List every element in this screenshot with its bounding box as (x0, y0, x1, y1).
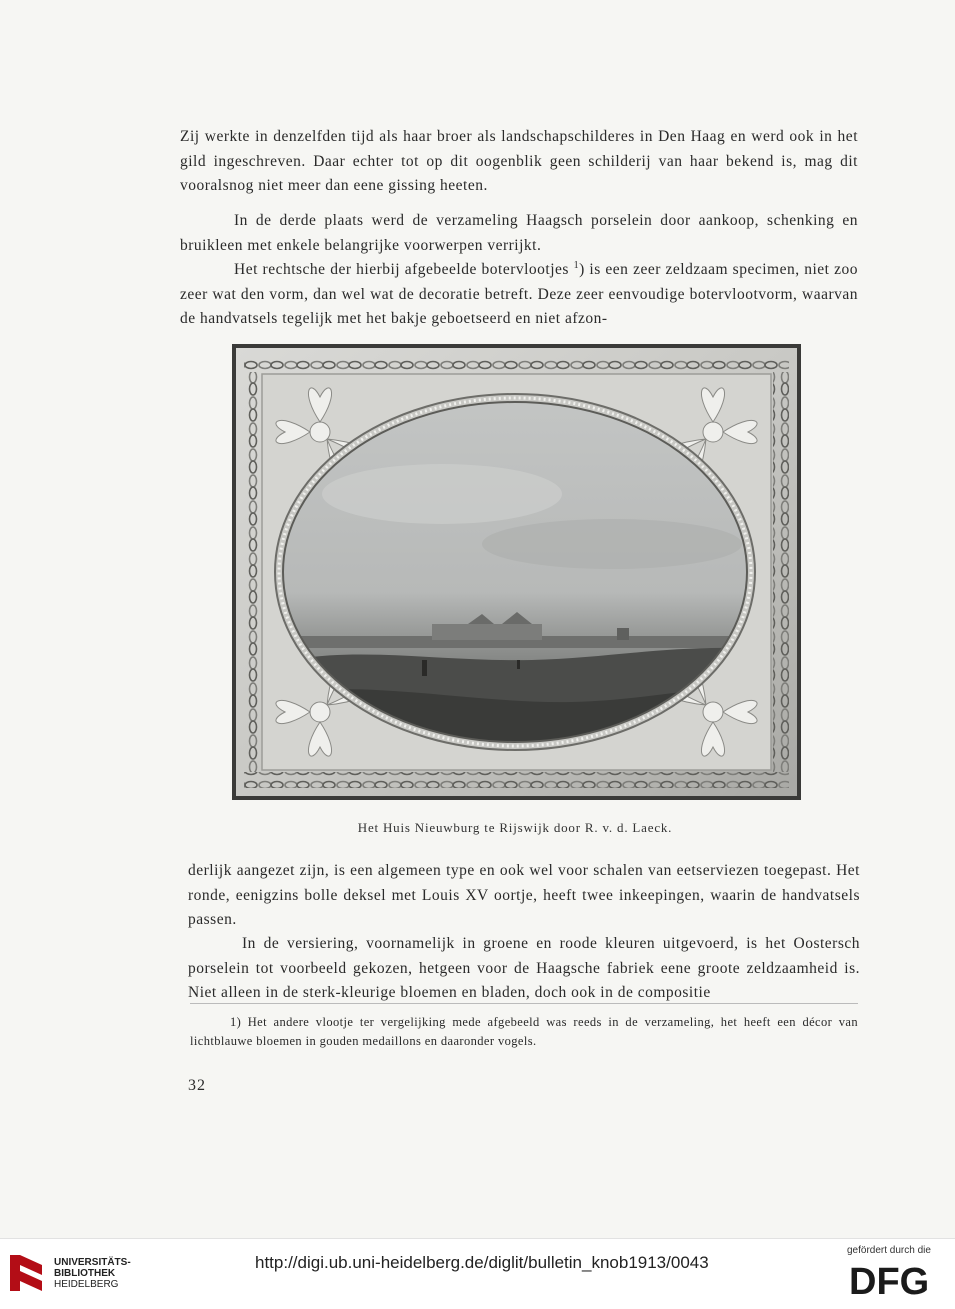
paragraph-1: Zij werkte in denzelfden tijd als haar broer als landschapschilderes in Den Haag en werd ook in het gild ingeschreven. Daar echter tot op dit oogenblik geen schilderij van haar bekend is, mag dit vooralsnog niet meer dan eene gissing heeten. (180, 128, 858, 195)
permalink-url[interactable]: http://digi.ub.uni-heidelberg.de/diglit/bulletin_knob1913/0043 (255, 1253, 709, 1272)
library-line-3: HEIDELBERG (54, 1279, 119, 1290)
paragraph-2: In de derde plaats werd de verzameling Haagsch porselein door aankoop, schenking en bruikleen met enkele belangrijke voorwerpen verrijkt. (180, 212, 858, 254)
paragraph-5: In de versiering, voornamelijk in groene en roode kleuren uitgevoerd, is het Oostersch porselein tot voorbeeld gekozen, hetgeen voor de Haagsche fabriek eene groote zeldzaamheid is. Niet alleen in de sterk-kleurige bloemen en bladen, doch ook in de compositie (188, 935, 860, 1002)
paragraph-3 (180, 258, 858, 332)
funding-label: gefördert durch die (847, 1245, 931, 1256)
viewer-footer (0, 1238, 955, 1309)
library-name (54, 1257, 131, 1290)
paragraph-3-start: Het rechtsche der hierbij afgebeelde botervlootjes (234, 261, 569, 278)
paragraph-3-end: ) is een zeer zeldzaam specimen, niet zoo zeer wat den vorm, dan wel wat de decoratie betreft. Deze zeer eenvoudige botervlootvorm, waarvan de handvatsels tegelijk met het bakje geboetseerd en niet afzon- (180, 261, 859, 328)
framed-painting-figure (232, 344, 801, 800)
library-line-2: BIBLIOTHEK (54, 1268, 116, 1279)
figure-caption: Het Huis Nieuwburg te Rijswijk door R. v. d. Laeck. (357, 820, 673, 835)
dfg-logo-text: DFG (849, 1261, 930, 1300)
footnote: 1) Het andere vlootje ter vergelijking mede afgebeeld was reeds in de verzameling, het heeft een décor van lichtblauwe bloemen in gouden medaillons en daaronder vogels. (190, 1015, 858, 1048)
dfg-logo-icon[interactable] (847, 1260, 939, 1300)
footnote-marker: 1 (573, 259, 580, 271)
library-line-1: UNIVERSITÄTS- (54, 1257, 131, 1268)
university-library-logo-icon[interactable] (8, 1251, 46, 1295)
paragraph-4: derlijk aangezet zijn, is een algemeen type en ook wel voor schalen van eetserviezen toegepast. Het ronde, eenigzins bolle deksel met Louis XV oortje, heeft twee inkeepingen, waarin de handvatsels passen. (188, 862, 860, 929)
page-number: 32 (188, 1077, 206, 1094)
footnote-divider (190, 1003, 858, 1004)
